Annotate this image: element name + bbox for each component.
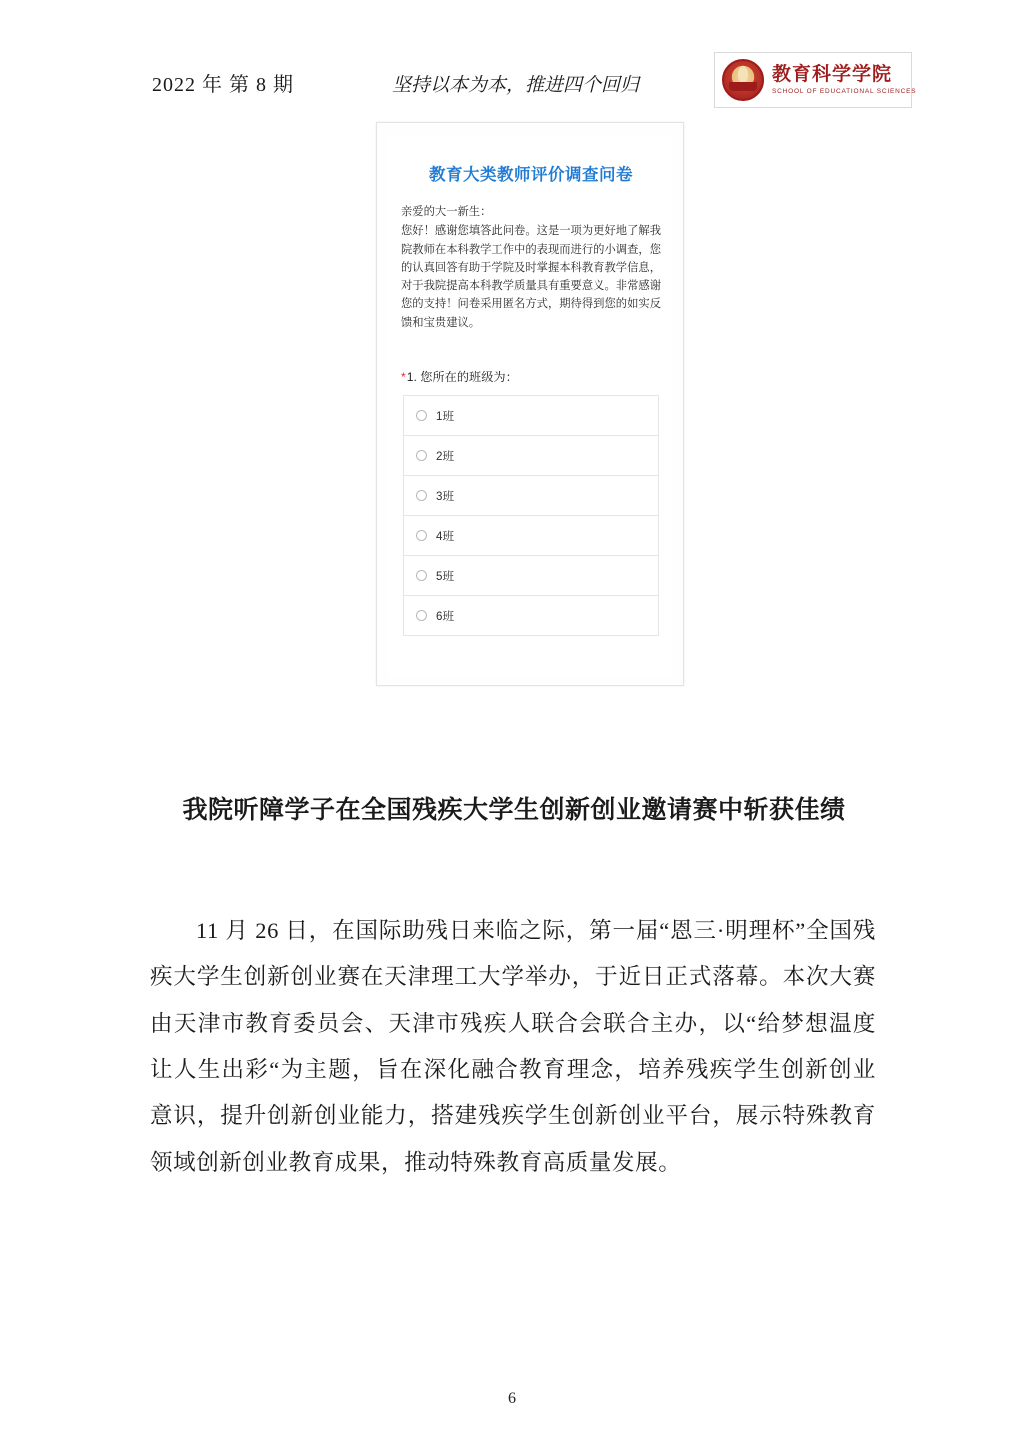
survey-screenshot-figure <box>376 122 684 686</box>
survey-option[interactable] <box>404 476 658 516</box>
survey-title: 教育大类教师评价调查问卷 <box>429 166 633 184</box>
school-logo <box>714 52 917 108</box>
survey-option[interactable] <box>404 596 658 636</box>
header-slogan: 坚持以本为本，推进四个回归 <box>392 74 640 96</box>
survey-option[interactable] <box>404 436 658 476</box>
radio-button-icon[interactable] <box>416 490 427 501</box>
required-asterisk-icon: * <box>401 370 406 385</box>
survey-question-1-options <box>403 395 659 636</box>
article-title: 我院听障学子在全国残疾大学生创新创业邀请赛中斩获佳绩 <box>182 794 846 824</box>
survey-option-label: 3班 <box>436 489 455 503</box>
survey-option[interactable] <box>404 516 658 556</box>
radio-button-icon[interactable] <box>416 610 427 621</box>
radio-button-icon[interactable] <box>416 410 427 421</box>
page-header <box>152 62 917 122</box>
school-name-en: SCHOOL OF EDUCATIONAL SCIENCES <box>772 88 917 96</box>
survey-intro-text: 您好！感谢您填答此问卷。这是一项为更好地了解我院教师在本科教学工作中的表现而进行的小调查，您的认真回答有助于学院及时掌握本科教育教学信息，对于我院提高本科教学质量具有重要意义。非常感谢您的支持！问卷采用匿名方式，期待得到您的如实反馈和宝贵建议。 <box>401 225 661 329</box>
school-logo-text <box>772 64 916 95</box>
survey-option[interactable] <box>404 556 658 596</box>
survey-option-label: 5班 <box>436 569 455 583</box>
radio-button-icon[interactable] <box>416 570 427 581</box>
page-number: 6 <box>508 1390 516 1407</box>
school-emblem-icon <box>721 58 765 102</box>
survey-option-label: 2班 <box>436 449 455 463</box>
survey-option[interactable] <box>404 396 658 436</box>
article-body: 11 月 26 日，在国际助残日来临之际，第一届“恩三·明理杯”全国残疾大学生创新创业赛在天津理工大学举办，于近日正式落幕。本次大赛由天津市教育委员会、天津市残疾人联合会联合主办，以“给梦想温度 让人生出彩“为主题，旨在深化融合教育理念，培养残疾学生创新创业意识，提升创新创业能力，搭建残疾学生创新创业平台，展示特殊教育领域创新创业教育成果，推动特殊教育高质量发展。 <box>150 918 876 1175</box>
survey-intro-block <box>401 203 661 332</box>
issue-label: 2022 年 第 8 期 <box>152 74 294 96</box>
survey-greeting: 亲爱的大一新生： <box>401 206 492 218</box>
survey-option-label: 4班 <box>436 529 455 543</box>
school-name-cn: 教育科学学院 <box>772 63 893 86</box>
survey-option-label: 6班 <box>436 609 455 623</box>
radio-button-icon[interactable] <box>416 450 427 461</box>
survey-form <box>389 137 673 677</box>
survey-question-1-label <box>401 368 673 385</box>
radio-button-icon[interactable] <box>416 530 427 541</box>
survey-option-label: 1班 <box>436 409 455 423</box>
question-1-text: 1. 您所在的班级为： <box>406 370 518 385</box>
